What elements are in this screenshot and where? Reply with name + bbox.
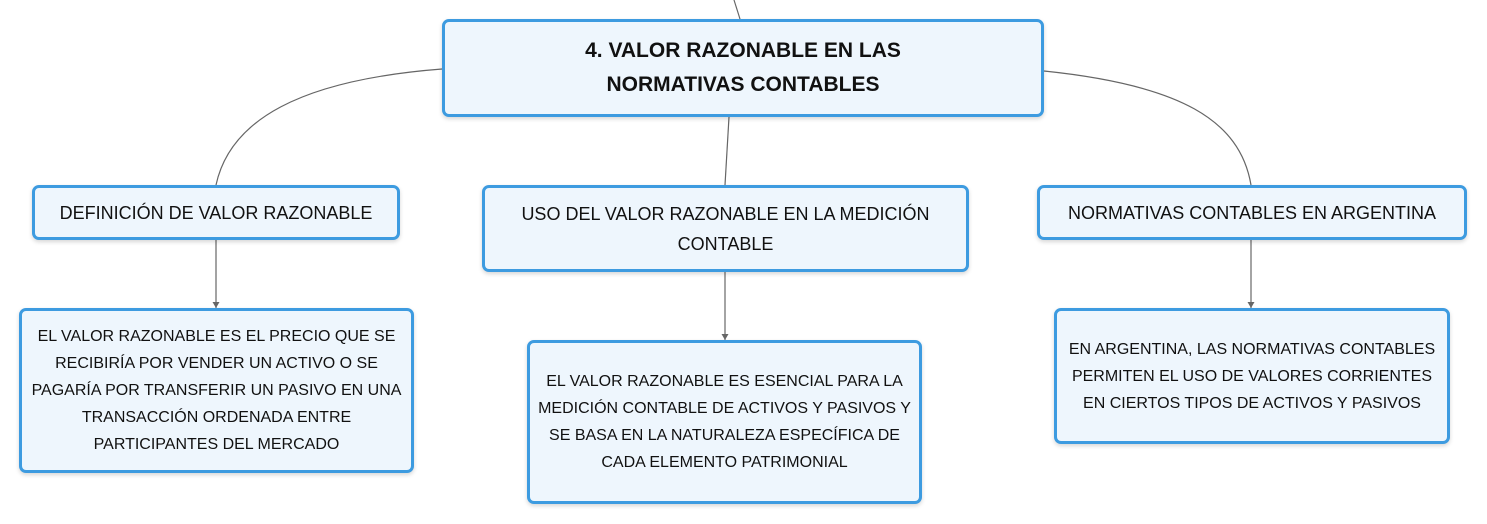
subtopic-definicion-text: EL VALOR RAZONABLE ES EL PRECIO QUE SE RECIBIRÍA POR VENDER UN ACTIVO O SE PAGARÍA POR TRANSFERIR UN PASIVO EN UNA TRANSACCIÓN ORDENADA ENTRE PARTICIPANTES DEL MERCADO xyxy=(31,328,402,453)
subtopic-uso-detail[interactable] xyxy=(527,340,922,504)
topic-normativas-argentina[interactable] xyxy=(1037,185,1467,240)
connector-root-to-argentina xyxy=(1044,71,1251,185)
topic-uso-valor-razonable[interactable] xyxy=(482,185,969,272)
connector-parent-to-root xyxy=(734,0,740,19)
subtopic-uso-text: EL VALOR RAZONABLE ES ESENCIAL PARA LA MEDICIÓN CONTABLE DE ACTIVOS Y PASIVOS Y SE BASA EN LA NATURALEZA ESPECÍFICA DE CADA ELEMENTO PATRIMONIAL xyxy=(538,373,911,471)
root-topic-label: 4. VALOR RAZONABLE EN LAS NORMATIVAS CONTABLES xyxy=(585,39,901,96)
subtopic-argentina-text: EN ARGENTINA, LAS NORMATIVAS CONTABLES PERMITEN EL USO DE VALORES CORRIENTES EN CIERTOS TIPOS DE ACTIVOS Y PASIVOS xyxy=(1068,340,1436,412)
topic-definicion-valor-razonable[interactable] xyxy=(32,185,400,240)
topic-uso-label: USO DEL VALOR RAZONABLE EN LA MEDICIÓN CONTABLE xyxy=(521,203,930,254)
topic-argentina-label: NORMATIVAS CONTABLES EN ARGENTINA xyxy=(1067,202,1437,223)
subtopic-definicion-detail[interactable] xyxy=(19,308,414,473)
root-topic[interactable] xyxy=(442,19,1044,117)
connector-root-to-definicion xyxy=(216,69,442,185)
topic-definicion-label: DEFINICIÓN DE VALOR RAZONABLE xyxy=(59,202,373,223)
subtopic-argentina-detail[interactable] xyxy=(1054,308,1450,444)
connector-root-to-uso xyxy=(725,117,729,185)
